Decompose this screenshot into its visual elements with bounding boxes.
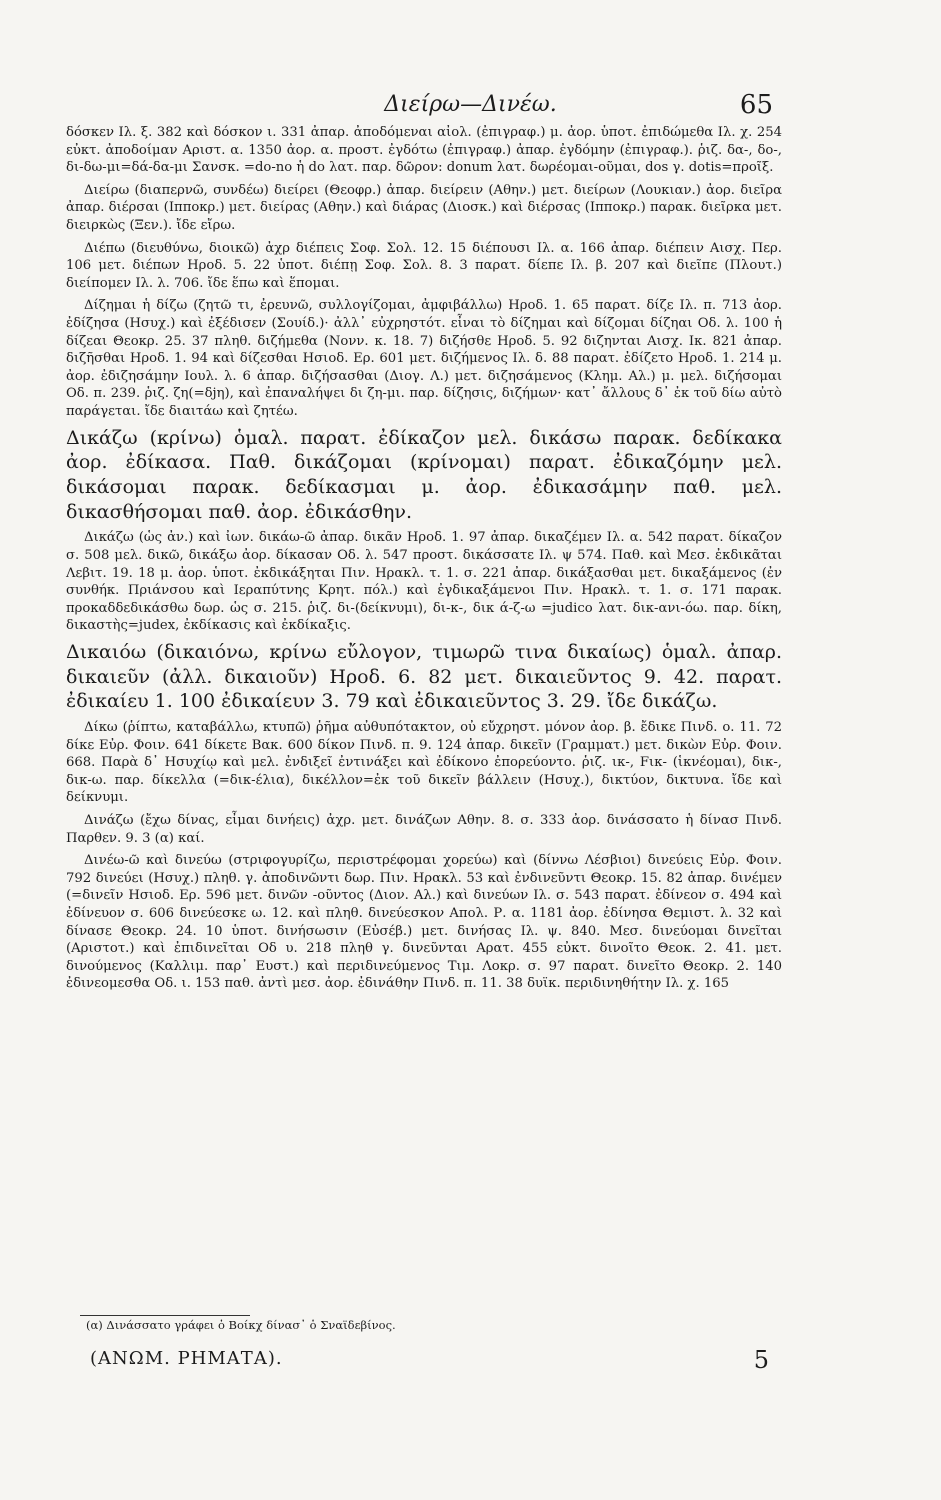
- entry-paragraph: Δινέω-ῶ καὶ δινεύω (στριφογυρίζω, περιστρέφομαι χορεύω) καὶ (δίννω Λέσβιοι) δινεύεις Εὐρ. Φοιν. 792 δινεύει (Ησυχ.) πληθ. γ. ἀποδινῶντι δωρ. Πιν. Ηρακλ. 53 καὶ ἐνδινεῦντι Θεοκρ. 15. 82 ἀπαρ. δινέμεν (=δινεῖν Ησιοδ. Ερ. 596 μετ. δινῶν -οῦντος (Διον. Αλ.) καὶ δινεύων Ιλ. σ. 543 παρατ. ἐδίνεον σ. 494 καὶ ἐδίνευον σ. 606 δινεύεσκε ω. 12. καὶ πληθ. δινεύεσκον Απολ. Ρ. α. 1181 ἀορ. ἐδίνησα Θεμιστ. λ. 32 καὶ δίνασε Θεοκρ. 24. 10 ὑποτ. δινήσωσιν (Εὐσέβ.) μετ. δινήσας Ιλ. ψ. 840. Μεσ. δινεύομαι δινεῖται (Αριστοτ.) καὶ ἐπιδινεῖται Οδ υ. 218 πληθ γ. δινεῦνται Αρατ. 455 εὐκτ. δινοῖτο Θεοκ. 2. 41. μετ. δινούμενος (Καλλιμ. παρ᾽ Ευστ.) καὶ περιδινεύμενος Τιμ. Λοκρ. σ. 97 παρατ. δινεῖτο Θεοκρ. 2. 140 ἐδινεομεσθα Οδ. ι. 153 παθ. ἀντὶ μεσ. ἀορ. ἐδινάθην Πινδ. π. 11. 38 δυϊκ. περιδινηθήτην Ιλ. χ. 165: [66, 853, 782, 992]
- entry-paragraph-large: Δικαιόω (δικαιόνω, κρίνω εὔλογον, τιμωρῶ τινα δικαίως) ὁμαλ. ἀπαρ. δικαιεῦν (ἀλλ. δικαιοῦν) Ηροδ. 6. 82 μετ. δικαιεῦντος 9. 42. παρατ. ἐδικαίευ 1. 100 ἐδικαίευν 3. 79 καὶ ἐδικαιεῦντος 3. 29. ἴδε δικάζω.: [66, 640, 782, 713]
- footnote-divider: [80, 1315, 250, 1316]
- entry-paragraph: Διέπω (διευθύνω, διοικῶ) ἀχρ διέπεις Σοφ. Σολ. 12. 15 διέπουσι Ιλ. α. 166 ἀπαρ. διέπειν Αισχ. Περ. 106 μετ. διέπων Ηροδ. 5. 22 ὑποτ. διέπῃ Σοφ. Σολ. 8. 3 παρατ. δίεπε Ιλ. β. 207 καὶ διεῖπε (Πλουτ.) διείπομεν Ιλ. λ. 706. ἴδε ἕπω καὶ ἕπομαι.: [66, 240, 782, 291]
- entry-paragraph: Δικάζω (ὡς ἀν.) καὶ ἰων. δικάω-ῶ ἀπαρ. δικᾶν Ηροδ. 1. 97 ἀπαρ. δικαζέμεν Ιλ. α. 542 παρατ. δίκαζον σ. 508 μελ. δικῶ, δικάξω ἀορ. δίκασαν Οδ. λ. 547 προστ. δικάσσατε Ιλ. ψ 574. Παθ. καὶ Μεσ. ἐκδικᾶται Λεβιτ. 19. 18 μ. ἀορ. ὑποτ. ἐκδικάξηται Πιν. Ηρακλ. τ. 1. σ. 221 ἀπαρ. δικάξασθαι μετ. δικαξάμενος (ἐν συνθήκ. Πριάνσου καὶ Ιεραπύτνης Κρητ. πόλ.) καὶ ἐγδικαξάμενοι Πιν. Ηρακλ. τ. 1. σ. 171 παρακ. προκαδδεδικάσθω δωρ. ὡς σ. 215. ῥιζ. δι-(δείκνυμι), δι-κ-, δικ ά-ζ-ω =judico λατ. δικ-ανι-όω. παρ. δίκη, δικαστὴς=judex, ἐκδίκασις καὶ ἐκδίκαξις.: [66, 530, 782, 634]
- footnote: (α) Δινάσσατο γράφει ὁ Βοίκχ δίνασ᾽ ὁ Σναϊδεβίνος.: [86, 1318, 396, 1332]
- entry-paragraph: Δίκω (ῥίπτω, καταβάλλω, κτυπῶ) ῥῆμα αὐθυπότακτον, οὐ εὔχρηστ. μόνον ἀορ. β. ἔδικε Πινδ. ο. 11. 72 δίκε Εὐρ. Φοιν. 641 δίκετε Βακ. 600 δίκον Πινδ. π. 9. 124 ἀπαρ. δικεῖν (Γραμματ.) μετ. δικὼν Εὐρ. Φοιν. 668. Παρὰ δ᾽ Ησυχίῳ καὶ μελ. ἐνδιξεῖ ἐντινάξει καὶ ἐδίκονο ἐπορεύοντο. ῥιζ. ικ-, Fικ- (ἱκνέομαι), δικ-, δικ-ω. παρ. δίκελλα (=δικ-έλια), δικέλλον=ἐκ τοῦ δικεῖν βάλλειν (Ησυχ.), δικτύον, δικτυνα. ἴδε καὶ δείκνυμι.: [66, 719, 782, 806]
- entry-paragraph: Διείρω (διαπερνῶ, συνδέω) διείρει (Θεοφρ.) ἀπαρ. διείρειν (Αθην.) μετ. διείρων (Λουκιαν.) ἀορ. διεῖρα ἀπαρ. διέρσαι (Ιπποκρ.) μετ. διείρας (Αθην.) καὶ διάρας (Διοσκ.) καὶ διέρσας (Ιπποκρ.) παρακ. διεῖρκα μετ. διειρκὼς (Ξεν.). ἴδε εἴρω.: [66, 182, 782, 233]
- entry-paragraph: δόσκεν Ιλ. ξ. 382 καὶ δόσκον ι. 331 ἀπαρ. ἀποδόμεναι αἰολ. (ἐπιγραφ.) μ. ἀορ. ὑποτ. ἐπιδώμεθα Ιλ. χ. 254 εὐκτ. ἀποδοίμαν Αριστ. α. 1350 ἀορ. α. προστ. ἐγδότω (ἐπιγραφ.) ἀπαρ. ἐγδόμην (ἐπιγραφ.). ῥιζ. δα-, δο-, δι-δω-μι=δά-δα-μι Σανσκ. =do-no ἡ do λατ. παρ. δῶρον: donum λατ. δωρέομαι-οῦμαι, dos γ. dotis=προῖξ.: [66, 125, 782, 176]
- running-head: Διείρω—Δινέω.: [384, 92, 557, 117]
- signature-mark: (ΑΝΩΜ. ΡΗΜΑΤΑ).: [90, 1348, 283, 1369]
- entry-body: [66, 124, 782, 998]
- entry-paragraph: Δίζημαι ἡ δίζω (ζητῶ τι, ἐρευνῶ, συλλογίζομαι, ἀμφιβάλλω) Ηροδ. 1. 65 παρατ. δίζε Ιλ. π. 713 ἀορ. ἐδίζησα (Ησυχ.) καὶ ἐξέδισεν (Σουίδ.)· ἀλλ᾽ εὐχρηστότ. εἶναι τὸ δίζημαι καὶ δίζομαι δίζηαι Οδ. λ. 100 ἡ δίζεαι Θεοκρ. 25. 37 πληθ. διζήμεθα (Νονν. κ. 18. 7) διζήσθε Ηροδ. 5. 92 διζηνται Αισχ. Ικ. 821 ἀπαρ. διζῆσθαι Ηροδ. 1. 94 καὶ δίζεσθαι Ησιοδ. Ερ. 601 μετ. διζήμενος Ιλ. δ. 88 παρατ. ἐδίζετο Ηροδ. 1. 214 μ. ἀορ. ἐδιζησάμην Ιουλ. λ. 6 ἀπαρ. διζήσασθαι (Διογ. Λ.) μετ. διζησάμενος (Κλημ. Αλ.) μ. μελ. διζήσομαι Οδ. π. 239. ῥιζ. ζη(=δjη), καὶ ἐπαναλήψει δι ζη-μι. παρ. δίζησις, διζήμων· κατ᾽ ἄλλους δ᾽ ἐκ τοῦ δίω αὐτὸ παράγεται. ἴδε διαιτάω καὶ ζητέω.: [66, 298, 782, 419]
- page-number: 65: [739, 90, 773, 120]
- signature-number: 5: [753, 1346, 769, 1374]
- entry-paragraph: Δινάζω (ἔχω δίνας, εἶμαι δινήεις) ἀχρ. μετ. δινάζων Αθην. 8. σ. 333 ἀορ. δινάσσατο ἡ δίνασ Πινδ. Παρθεν. 9. 3 (α) καί.: [66, 812, 782, 846]
- entry-paragraph-large: Δικάζω (κρίνω) ὁμαλ. παρατ. ἐδίκαζον μελ. δικάσω παρακ. δεδίκακα ἀορ. ἐδίκασα. Παθ. δικάζομαι (κρίνομαι) παρατ. ἐδικαζόμην μελ. δικάσομαι παρακ. δεδίκασμαι μ. ἀορ. ἐδικασάμην παθ. μελ. δικασθήσομαι παθ. ἀορ. ἐδικάσθην.: [66, 426, 782, 523]
